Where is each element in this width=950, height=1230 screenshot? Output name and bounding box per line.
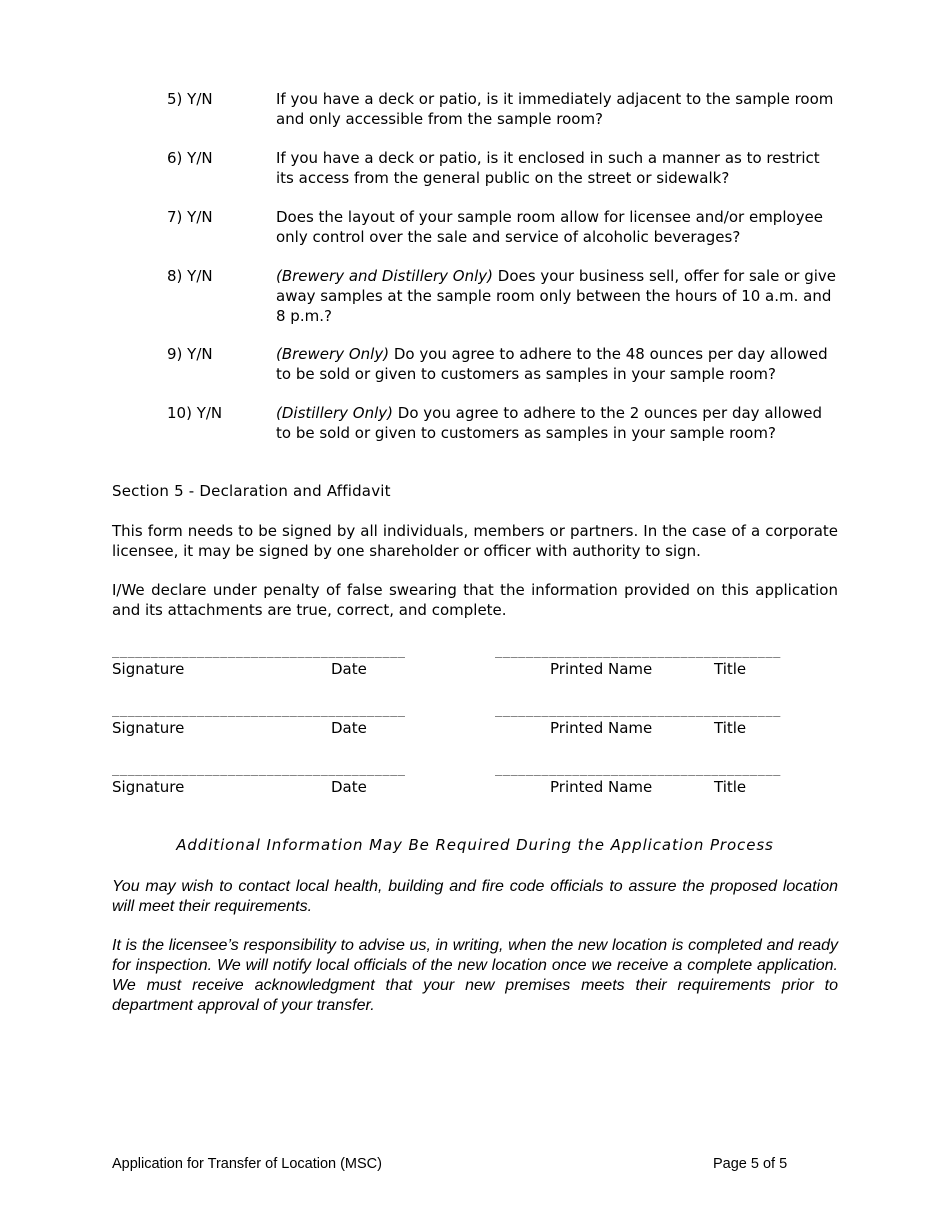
printed-name-label: Printed Name — [550, 778, 653, 796]
declaration-instructions: This form needs to be signed by all individuals, members or partners. In the case of a corporate licensee, it may be signed by one shareholder or officer with authority to sign. — [112, 522, 838, 560]
question-text: If you have a deck or patio, is it immediately adjacent to the sample room and only accessible from the sample room? — [276, 90, 834, 128]
signature-line-right[interactable]: _____________________________________ — [495, 644, 781, 658]
signature-line-left[interactable]: ______________________________________ — [112, 644, 406, 658]
signature-row — [112, 759, 838, 799]
question-qualifier: (Brewery Only) — [276, 345, 390, 363]
question-number: 6) Y/N — [167, 149, 213, 167]
question-text — [276, 403, 838, 443]
additional-info-heading: Additional Information May Be Required During the Application Process — [176, 836, 774, 854]
question-number: 8) Y/N — [167, 267, 213, 285]
additional-info-paragraph-1: You may wish to contact local health, building and fire code officials to assure the proposed location will meet their requirements. — [112, 878, 838, 915]
question-number: 7) Y/N — [167, 208, 213, 226]
footer-form-title: Application for Transfer of Location (MSC) — [112, 1156, 382, 1172]
signature-line-right[interactable]: _____________________________________ — [495, 762, 781, 776]
question-number: 5) Y/N — [167, 90, 213, 108]
signature-line-right[interactable]: _____________________________________ — [495, 703, 781, 717]
date-label: Date — [331, 660, 367, 678]
question-text — [276, 344, 838, 384]
footer-page-number: Page 5 of 5 — [713, 1156, 788, 1172]
date-label: Date — [331, 778, 367, 796]
printed-name-label: Printed Name — [550, 719, 653, 737]
signature-label: Signature — [112, 719, 185, 737]
signature-row — [112, 641, 838, 681]
question-body: Does your business sell, offer for sale or give away samples at the sample room only between the hours of 10 a.m. and 8 p.m.? — [276, 267, 837, 325]
signature-line-left[interactable]: ______________________________________ — [112, 762, 406, 776]
question-text — [276, 266, 838, 326]
question-body: Do you agree to adhere to the 2 ounces per day allowed to be sold or given to customers as samples in your sample room? — [276, 404, 823, 442]
section-5-title: Section 5 - Declaration and Affidavit — [112, 482, 391, 500]
signature-label: Signature — [112, 778, 185, 796]
title-label: Title — [714, 719, 747, 737]
additional-info-paragraph-2: It is the licensee’s responsibility to advise us, in writing, when the new location is completed and ready for inspection. We will notify local officials of the new location once we receive a complete application. We must receive acknowledgment that your new premises meets their requirements prior to department approval of your transfer. — [112, 937, 838, 1014]
title-label: Title — [714, 660, 747, 678]
printed-name-label: Printed Name — [550, 660, 653, 678]
date-label: Date — [331, 719, 367, 737]
question-body: Do you agree to adhere to the 48 ounces per day allowed to be sold or given to customers as samples in your sample room? — [276, 345, 828, 383]
title-label: Title — [714, 778, 747, 796]
signature-row — [112, 700, 838, 740]
question-text: Does the layout of your sample room allow for licensee and/or employee only control over the sale and service of alcoholic beverages? — [276, 208, 824, 246]
question-qualifier: (Brewery and Distillery Only) — [276, 267, 494, 285]
question-qualifier: (Distillery Only) — [276, 404, 394, 422]
signature-label: Signature — [112, 660, 185, 678]
question-text: If you have a deck or patio, is it enclosed in such a manner as to restrict its access from the general public on the street or sidewalk? — [276, 149, 820, 187]
signature-line-left[interactable]: ______________________________________ — [112, 703, 406, 717]
declaration-statement: I/We declare under penalty of false swearing that the information provided on this application and its attachments are true, correct, and complete. — [112, 581, 838, 619]
question-number: 10) Y/N — [167, 404, 223, 422]
question-number: 9) Y/N — [167, 345, 213, 363]
